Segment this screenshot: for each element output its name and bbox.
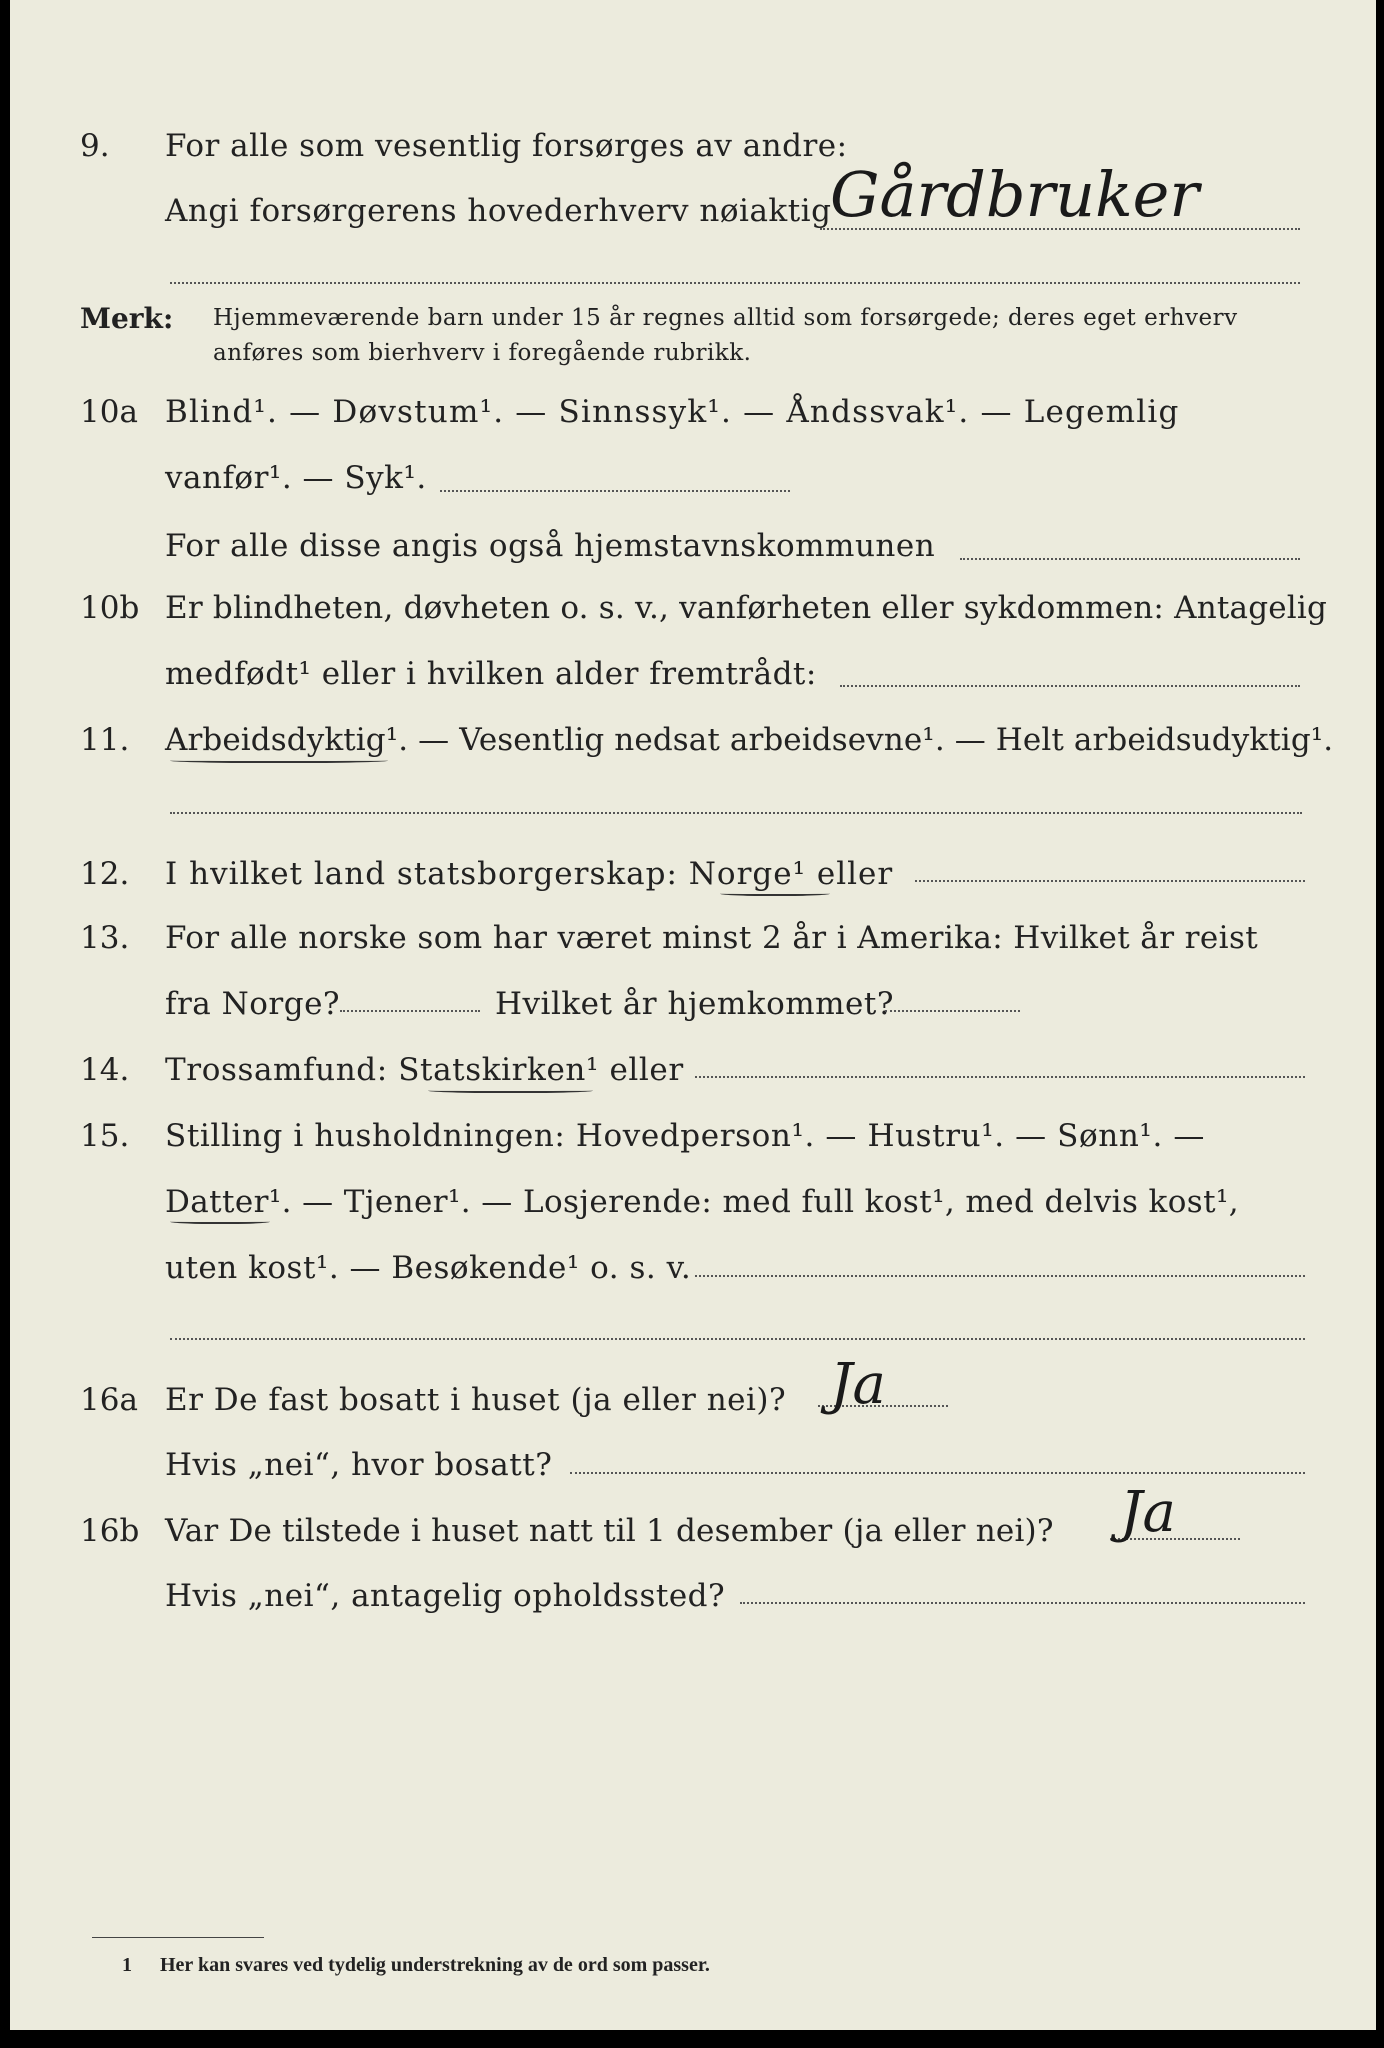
q13-hjem-line: [885, 1010, 1020, 1012]
footnote-marker: 1: [122, 1954, 132, 1976]
q11-underline-mark: [170, 757, 388, 763]
q15-number: 15.: [80, 1118, 130, 1154]
q16a-number: 16a: [80, 1382, 138, 1418]
q14-tro-line: [695, 1076, 1305, 1078]
q16a-line2: Hvis „nei“, hvor bosatt?: [165, 1447, 553, 1483]
merk-label: Merk:: [80, 302, 174, 335]
q10a-line2: vanfør¹. — Syk¹.: [165, 460, 427, 496]
q10b-alder-line: [840, 685, 1300, 687]
q13-line1: For alle norske som har været minst 2 år i Amerika: Hvilket år reist: [165, 920, 1259, 956]
q16b-handwritten-answer: Ja: [1120, 1480, 1176, 1545]
q10a-line1: Blind¹. — Døvstum¹. — Sinnssyk¹. — Åndssvak¹. — Legemlig: [165, 394, 1180, 430]
q10a-number: 10a: [80, 394, 138, 430]
q14-underline-mark: [428, 1087, 593, 1093]
q11-line1: Arbeidsdyktig¹. — Vesentlig nedsat arbeidsevne¹. — Helt arbeidsudyktig¹.: [165, 722, 1334, 758]
q11-extra-line: [170, 812, 1302, 814]
q13-reist-line: [340, 1010, 480, 1012]
q13-number: 13.: [80, 920, 130, 956]
q10a-kommune-line: [960, 558, 1300, 560]
merk-line1: Hjemmeværende barn under 15 år regnes alltid som forsørgede; deres eget erhverv: [213, 305, 1238, 331]
q15-underline-mark: [170, 1218, 270, 1224]
q13-line2a: fra Norge?: [165, 986, 341, 1022]
q15-line3: uten kost¹. — Besøkende¹ o. s. v.: [165, 1250, 692, 1286]
merk-line2: anføres som bierhverv i foregående rubrikk.: [213, 340, 752, 366]
q11-number: 11.: [80, 722, 130, 758]
q10b-number: 10b: [80, 590, 140, 626]
q16a-bosatt-line: [570, 1472, 1305, 1474]
q16a-handwritten-answer: Ja: [830, 1352, 886, 1417]
q15-line1: Stilling i husholdningen: Hovedperson¹. — Hustru¹. — Sønn¹. —: [165, 1118, 1205, 1154]
q15-extra-line: [170, 1338, 1305, 1340]
q16b-number: 16b: [80, 1513, 140, 1549]
q9-extra-line: [170, 282, 1300, 284]
q10a-line3: For alle disse angis også hjemstavnskommunen: [165, 528, 936, 564]
q16b-line1: Var De tilstede i huset natt til 1 desember (ja eller nei)?: [165, 1513, 1054, 1549]
q12-underline-mark: [720, 890, 830, 896]
q10b-line1: Er blindheten, døvheten o. s. v., vanførheten eller sykdommen: Antagelig: [165, 590, 1328, 626]
q14-line1: Trossamfund: Statskirken¹ eller: [165, 1052, 684, 1088]
q15-line2: Datter¹. — Tjener¹. — Losjerende: med full kost¹, med delvis kost¹,: [165, 1184, 1240, 1220]
footnote-rule: [92, 1937, 264, 1938]
q12-land-line: [915, 880, 1305, 882]
q9-line2: Angi forsørgerens hovederhverv nøiaktig: [165, 193, 832, 229]
q13-line2b: Hvilket år hjemkommet?: [495, 986, 894, 1022]
q16a-line1: Er De fast bosatt i huset (ja eller nei)?: [165, 1382, 787, 1418]
q12-line1: I hvilket land statsborgerskap: Norge¹ eller: [165, 856, 894, 892]
q14-number: 14.: [80, 1052, 130, 1088]
q15-stilling-line: [695, 1275, 1305, 1277]
footnote: [122, 1954, 710, 1977]
q9-handwritten-answer: Gårdbruker: [830, 158, 1199, 231]
q10a-syk-line: [440, 490, 790, 492]
q16b-opphold-line: [740, 1602, 1305, 1604]
q16b-line2: Hvis „nei“, antagelig opholdssted?: [165, 1578, 726, 1614]
footnote-text: Her kan svares ved tydelig understrekning av de ord som passer.: [160, 1954, 710, 1976]
q9-line1: For alle som vesentlig forsørges av andre:: [165, 128, 848, 164]
census-form-page: [10, 0, 1376, 2030]
q9-number: 9.: [80, 128, 110, 164]
q10b-line2: medfødt¹ eller i hvilken alder fremtrådt:: [165, 656, 817, 692]
q12-number: 12.: [80, 856, 130, 892]
